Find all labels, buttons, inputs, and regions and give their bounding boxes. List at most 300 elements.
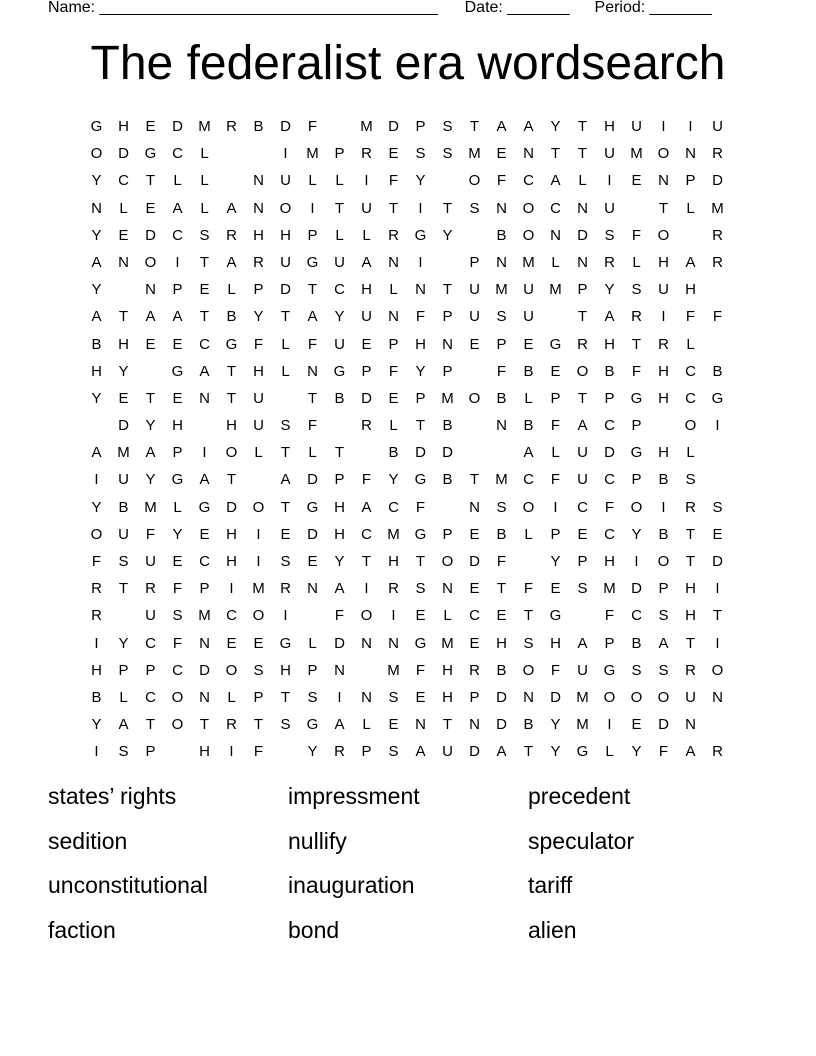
grid-letter: S [388, 688, 399, 706]
grid-letter: H [442, 661, 453, 679]
grid-letter: D [442, 444, 453, 462]
grid-letter: F [631, 362, 642, 380]
grid-letter: T [577, 145, 588, 163]
grid-letter: Y [253, 308, 264, 326]
grid-letter: O [90, 525, 103, 543]
grid-letter: T [712, 607, 723, 625]
grid-letter: L [605, 743, 614, 761]
grid-letter: S [442, 118, 453, 135]
grid-letter: A [523, 444, 534, 462]
grid-letter: O [630, 498, 643, 516]
grid-letter: S [631, 661, 642, 679]
letter-grid [83, 113, 731, 766]
grid-letter: S [280, 417, 291, 435]
grid-letter: T [199, 308, 210, 326]
grid-letter: O [171, 688, 184, 706]
grid-letter: M [711, 199, 724, 217]
grid-letter: C [523, 172, 534, 190]
grid-letter: L [335, 226, 344, 244]
grid-letter: N [577, 199, 588, 217]
grid-letter: H [550, 634, 561, 652]
grid-letter: T [145, 716, 156, 734]
grid-letter: U [577, 661, 588, 679]
grid-letter: B [496, 525, 507, 543]
grid-letter: M [360, 118, 373, 135]
grid-letter: M [522, 253, 535, 271]
grid-letter: H [118, 335, 129, 353]
grid-letter: L [686, 199, 695, 217]
grid-letter: U [361, 199, 372, 217]
grid-letter: Y [442, 226, 453, 244]
grid-letter: F [307, 118, 318, 135]
grid-letter: N [712, 688, 723, 706]
grid-letter: R [361, 417, 372, 435]
grid-letter: B [523, 716, 534, 734]
grid-letter: L [281, 335, 290, 353]
grid-letter: L [389, 417, 398, 435]
grid-letter: M [441, 634, 454, 652]
grid-letter: E [415, 607, 426, 625]
grid-letter: Y [631, 525, 642, 543]
grid-letter: T [280, 308, 291, 326]
grid-letter: G [306, 716, 319, 734]
grid-letter: P [307, 661, 318, 679]
grid-letter: O [279, 199, 292, 217]
grid-letter: P [469, 253, 480, 271]
grid-letter [677, 222, 704, 249]
grid-letter: T [118, 580, 129, 598]
grid-letter: T [496, 580, 507, 598]
grid-letter: A [334, 716, 345, 734]
grid-letter: F [91, 553, 102, 570]
grid-letter: R [361, 145, 372, 163]
grid-letter: P [550, 389, 561, 407]
grid-letter: A [577, 417, 588, 435]
grid-letter: C [334, 281, 345, 299]
grid-letter: U [145, 553, 156, 570]
grid-letter: I [229, 580, 234, 598]
grid-letter: U [577, 444, 588, 462]
grid-letter: P [307, 226, 318, 244]
grid-letter: Y [415, 362, 426, 380]
grid-letter: T [307, 389, 318, 407]
grid-letter: Y [118, 362, 129, 380]
grid-letter: R [388, 226, 399, 244]
grid-letter: D [415, 444, 426, 462]
grid-letter: Y [118, 634, 129, 652]
grid-letter [191, 412, 218, 439]
grid-letter: T [523, 607, 534, 625]
grid-letter: B [118, 498, 129, 516]
grid-letter: D [550, 688, 561, 706]
grid-letter: P [631, 417, 642, 435]
grid-letter: H [415, 335, 426, 353]
grid-letter: I [256, 525, 261, 543]
word-list-item: inauguration [288, 872, 415, 898]
grid-letter: U [631, 118, 642, 135]
grid-letter: T [550, 145, 561, 163]
grid-letter: F [550, 661, 561, 679]
grid-letter: E [550, 362, 561, 380]
grid-letter: G [414, 634, 427, 652]
grid-letter: C [685, 362, 696, 380]
name-field[interactable]: Name: ______________________________________ [48, 0, 438, 16]
grid-letter: L [119, 688, 128, 706]
grid-letter: S [712, 498, 723, 516]
grid-letter: H [334, 498, 345, 516]
grid-letter: N [253, 199, 264, 217]
grid-letter: F [496, 553, 507, 570]
grid-letter: S [280, 716, 291, 734]
grid-letter: R [226, 716, 237, 734]
grid-letter: F [415, 661, 426, 679]
grid-letter: H [685, 281, 696, 299]
grid-letter: N [388, 253, 399, 271]
grid-letter: I [391, 607, 396, 625]
grid-letter: A [172, 308, 183, 326]
grid-letter: L [119, 199, 128, 217]
grid-letter: C [172, 661, 183, 679]
grid-letter: M [117, 444, 130, 462]
grid-letter: I [364, 172, 369, 190]
grid-letter: I [364, 580, 369, 598]
grid-letter: S [118, 553, 129, 570]
grid-letter: T [685, 553, 696, 570]
grid-letter: T [577, 389, 588, 407]
grid-letter: F [712, 308, 723, 326]
grid-letter: F [604, 607, 615, 625]
grid-letter: Y [334, 308, 345, 326]
grid-letter: U [118, 471, 129, 489]
grid-letter: I [229, 743, 234, 761]
grid-letter: E [469, 525, 480, 543]
grid-letter: D [577, 226, 588, 244]
grid-letter: Y [415, 172, 426, 190]
grid-letter: F [496, 172, 507, 190]
grid-letter: R [226, 226, 237, 244]
grid-letter [704, 276, 731, 303]
grid-letter: Y [91, 172, 102, 190]
grid-letter: R [712, 226, 723, 244]
student-info-line [48, 0, 748, 18]
grid-letter: C [145, 688, 156, 706]
grid-letter: P [496, 335, 507, 353]
grid-letter [434, 249, 461, 276]
grid-letter: A [307, 308, 318, 326]
grid-letter: H [658, 444, 669, 462]
grid-letter: E [226, 634, 237, 652]
period-field[interactable]: Period: _______ [594, 0, 712, 16]
grid-letter [353, 439, 380, 466]
grid-letter: A [280, 471, 291, 489]
grid-letter: Y [145, 417, 156, 435]
grid-letter: L [362, 716, 371, 734]
grid-letter: U [469, 281, 480, 299]
grid-letter: E [523, 335, 534, 353]
grid-letter: T [361, 553, 372, 570]
grid-letter: N [658, 172, 669, 190]
grid-letter: E [550, 580, 561, 598]
grid-letter: H [226, 417, 237, 435]
grid-letter: T [577, 308, 588, 326]
grid-letter: O [711, 661, 724, 679]
grid-letter: Y [550, 743, 561, 761]
grid-letter: B [523, 417, 534, 435]
grid-letter: Y [334, 553, 345, 570]
grid-letter: P [550, 525, 561, 543]
grid-letter: H [442, 688, 453, 706]
word-list-item: faction [48, 916, 116, 943]
grid-letter: E [469, 634, 480, 652]
grid-letter [164, 738, 191, 765]
grid-letter: H [604, 118, 615, 135]
grid-letter: A [685, 253, 696, 271]
grid-letter: H [685, 607, 696, 625]
grid-letter: S [523, 634, 534, 652]
grid-letter: G [630, 444, 643, 462]
grid-letter: R [226, 118, 237, 135]
date-field[interactable]: Date: _______ [464, 0, 570, 16]
grid-letter: F [307, 417, 318, 435]
grid-letter: R [712, 253, 723, 271]
grid-letter: Y [604, 281, 615, 299]
grid-letter: Y [550, 553, 561, 570]
grid-letter: F [550, 417, 561, 435]
grid-letter [650, 412, 677, 439]
grid-letter: B [496, 661, 507, 679]
grid-letter: M [495, 281, 508, 299]
grid-letter: L [551, 253, 560, 271]
grid-letter [704, 439, 731, 466]
grid-letter: R [388, 580, 399, 598]
grid-letter: E [280, 525, 291, 543]
grid-letter: N [523, 688, 534, 706]
grid-letter: M [198, 607, 211, 625]
grid-letter: F [361, 471, 372, 489]
grid-letter: Y [388, 471, 399, 489]
grid-letter: L [308, 172, 317, 190]
grid-letter [704, 711, 731, 738]
grid-letter: I [283, 145, 288, 163]
grid-letter: R [712, 145, 723, 163]
grid-letter: T [442, 281, 453, 299]
grid-letter: S [253, 661, 264, 679]
grid-letter: E [199, 281, 210, 299]
grid-letter [110, 602, 137, 629]
grid-letter: A [199, 362, 210, 380]
grid-letter: U [118, 525, 129, 543]
grid-letter [515, 548, 542, 575]
grid-letter: F [631, 226, 642, 244]
grid-letter: H [118, 118, 129, 135]
grid-letter: D [496, 716, 507, 734]
grid-letter: E [496, 145, 507, 163]
grid-letter: T [253, 716, 264, 734]
grid-letter: T [226, 362, 237, 380]
grid-letter: F [253, 335, 264, 353]
grid-letter: E [577, 525, 588, 543]
grid-letter: I [94, 471, 99, 489]
grid-letter: L [551, 444, 560, 462]
grid-letter: M [576, 688, 589, 706]
grid-letter: G [90, 118, 103, 135]
grid-letter: M [549, 281, 562, 299]
grid-letter [218, 167, 245, 194]
grid-letter: E [172, 553, 183, 570]
grid-letter: L [578, 172, 587, 190]
grid-letter: A [496, 743, 507, 761]
grid-letter: F [253, 743, 264, 761]
grid-letter: C [118, 172, 129, 190]
grid-letter: O [252, 607, 265, 625]
grid-letter: M [495, 471, 508, 489]
word-list-item: sedition [48, 827, 128, 854]
grid-letter: S [388, 743, 399, 761]
grid-letter: P [442, 525, 453, 543]
grid-letter: H [388, 553, 399, 570]
grid-letter: B [496, 226, 507, 244]
grid-letter: L [686, 335, 695, 353]
grid-letter: N [496, 253, 507, 271]
grid-letter: L [308, 634, 317, 652]
grid-letter: I [661, 498, 666, 516]
grid-letter: F [658, 743, 669, 761]
grid-letter: Y [91, 389, 102, 407]
grid-letter: E [388, 389, 399, 407]
grid-letter [83, 412, 110, 439]
grid-letter: T [226, 471, 237, 489]
grid-letter: D [226, 498, 237, 516]
grid-letter: D [604, 444, 615, 462]
grid-letter: S [415, 145, 426, 163]
grid-letter: O [441, 553, 454, 570]
grid-letter: L [443, 607, 452, 625]
grid-letter: I [283, 607, 288, 625]
word-list-item: tariff [528, 872, 573, 898]
grid-letter: P [604, 389, 615, 407]
grid-letter: I [418, 253, 423, 271]
grid-letter: M [576, 716, 589, 734]
grid-letter: T [658, 199, 669, 217]
grid-letter: N [442, 580, 453, 598]
grid-letter: L [200, 199, 209, 217]
grid-letter: T [199, 716, 210, 734]
word-list-item: nullify [288, 827, 347, 854]
grid-letter: I [94, 634, 99, 652]
grid-letter: I [94, 743, 99, 761]
grid-letter: E [145, 199, 156, 217]
grid-letter [137, 358, 164, 385]
grid-letter [542, 303, 569, 330]
grid-letter: S [685, 471, 696, 489]
grid-letter: A [226, 253, 237, 271]
grid-letter: F [415, 498, 426, 516]
grid-letter: T [334, 199, 345, 217]
grid-letter: G [414, 471, 427, 489]
grid-letter: P [388, 335, 399, 353]
grid-letter: B [91, 688, 102, 706]
grid-letter: P [577, 553, 588, 570]
grid-letter: S [280, 553, 291, 570]
grid-letter: H [199, 743, 210, 761]
grid-letter: U [361, 308, 372, 326]
grid-letter: I [553, 498, 558, 516]
grid-letter: M [252, 580, 265, 598]
grid-letter: R [91, 607, 102, 625]
grid-letter: S [496, 308, 507, 326]
grid-letter: I [607, 172, 612, 190]
grid-letter: E [118, 226, 129, 244]
grid-letter: L [200, 145, 209, 163]
grid-letter: O [252, 498, 265, 516]
grid-letter: Y [550, 716, 561, 734]
grid-letter: E [496, 607, 507, 625]
grid-letter: N [685, 716, 696, 734]
grid-letter: O [603, 688, 616, 706]
grid-letter: D [334, 634, 345, 652]
grid-letter [461, 412, 488, 439]
grid-letter: U [334, 253, 345, 271]
grid-letter: I [715, 417, 720, 435]
grid-letter: L [632, 253, 641, 271]
grid-letter: A [334, 580, 345, 598]
grid-letter: C [388, 498, 399, 516]
grid-letter: U [442, 743, 453, 761]
word-list-item: precedent [528, 783, 631, 809]
grid-letter: S [496, 498, 507, 516]
grid-letter [110, 276, 137, 303]
grid-letter: O [468, 172, 481, 190]
grid-letter: C [685, 389, 696, 407]
grid-letter [353, 657, 380, 684]
grid-letter: I [688, 118, 693, 135]
grid-letter: A [523, 118, 534, 135]
grid-letter: H [361, 281, 372, 299]
grid-letter: M [603, 580, 616, 598]
grid-letter: F [415, 308, 426, 326]
grid-letter: Y [307, 743, 318, 761]
grid-letter: O [684, 417, 697, 435]
grid-letter: E [145, 118, 156, 135]
grid-letter: N [307, 580, 318, 598]
grid-letter: L [173, 498, 182, 516]
grid-letter: N [145, 281, 156, 299]
grid-letter: F [145, 525, 156, 543]
grid-letter: O [630, 688, 643, 706]
grid-letter: N [415, 716, 426, 734]
grid-letter: R [145, 580, 156, 598]
grid-letter: O [657, 553, 670, 570]
grid-letter: R [280, 580, 291, 598]
grid-letter: N [469, 498, 480, 516]
grid-letter: U [604, 145, 615, 163]
grid-letter: O [144, 253, 157, 271]
grid-letter: S [631, 281, 642, 299]
grid-letter: L [227, 688, 236, 706]
grid-letter: A [550, 172, 561, 190]
grid-letter: O [522, 498, 535, 516]
grid-letter: G [306, 498, 319, 516]
grid-letter: Y [145, 471, 156, 489]
grid-letter: N [361, 688, 372, 706]
grid-letter: Y [550, 118, 561, 135]
grid-letter: U [253, 389, 264, 407]
grid-letter [704, 466, 731, 493]
grid-letter: A [91, 253, 102, 271]
grid-letter: P [658, 580, 669, 598]
grid-letter: A [91, 444, 102, 462]
grid-letter: O [360, 607, 373, 625]
